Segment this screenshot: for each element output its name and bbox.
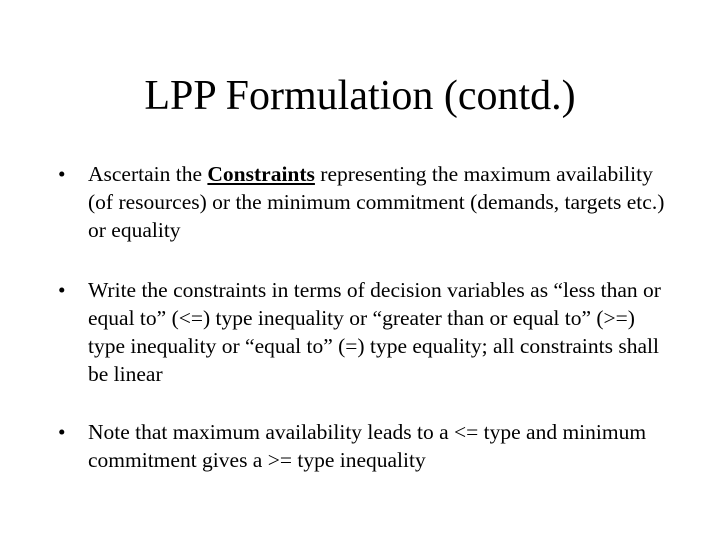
bullet-icon: • (58, 162, 66, 186)
bullet-item-constraints (58, 160, 668, 244)
bullet-text-before: Ascertain the (88, 162, 208, 186)
slide-title: LPP Formulation (contd.) (144, 73, 576, 119)
bullet-item-note (58, 418, 668, 474)
constraints-emphasis: Constraints (207, 162, 315, 186)
bullet-text-after: representing the maximum availability (of resources) or the minimum commitment (demands, targets etc.) or equality (88, 162, 665, 242)
bullet-icon: • (58, 278, 66, 302)
bullet-icon: • (58, 420, 66, 444)
bullet-text: Note that maximum availability leads to a <= type and minimum commitment gives a >= type inequality (88, 420, 647, 472)
bullet-text: Write the constraints in terms of decision variables as “less than or equal to” (<=) type inequality or “greater than or equal to” (>=) type inequality or “equal to” (=) type equality; all constraints shall be linear (88, 278, 661, 386)
bullet-text (88, 160, 668, 244)
bullet-item-write-constraints (58, 276, 668, 388)
